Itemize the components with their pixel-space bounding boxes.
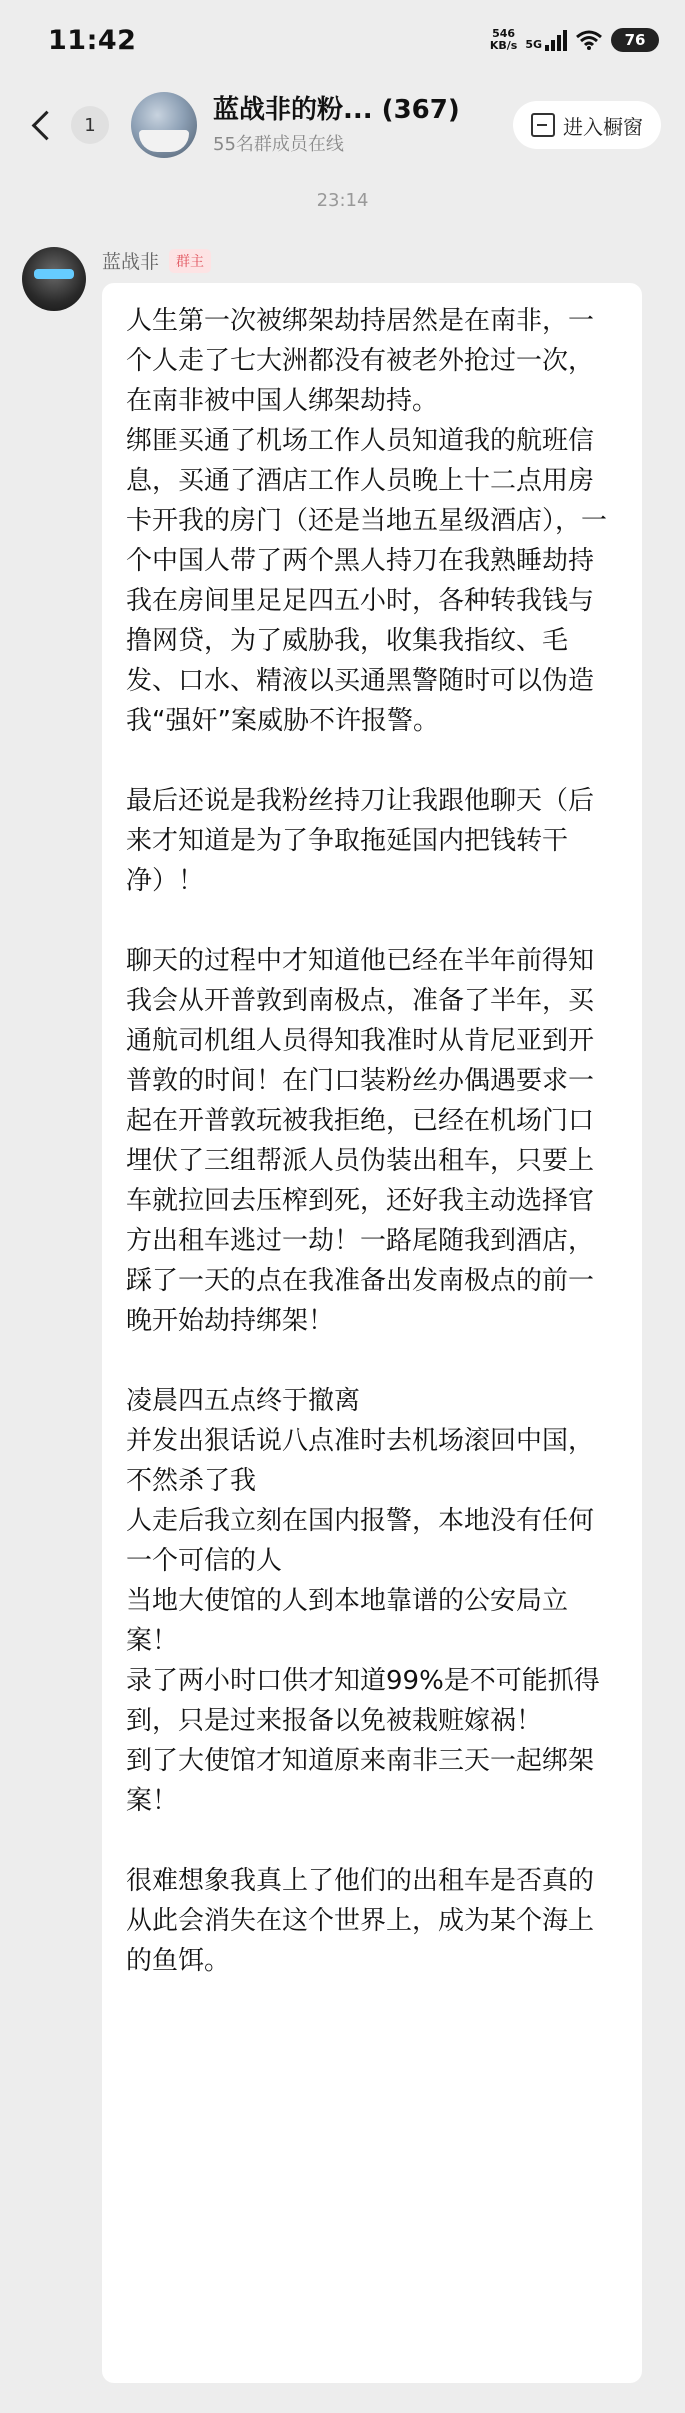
- message-paragraph: 到了大使馆才知道原来南非三天一起绑架案！: [126, 1746, 595, 1816]
- paragraph-gap: [126, 1341, 618, 1381]
- message-paragraph: 很难想象我真上了他们的出租车是否真的从此会消失在这个世界上，成为某个海上的鱼饵。: [126, 1866, 595, 1976]
- message-timestamp: 23:14: [316, 190, 369, 211]
- net-speed: [490, 28, 517, 52]
- status-icons: [490, 28, 659, 52]
- message-paragraph: 人走后我立刻在国内报警，本地没有任何一个可信的人: [126, 1506, 595, 1576]
- net-speed-value: 546: [492, 27, 516, 40]
- message-paragraph: 当地大使馆的人到本地靠谱的公安局立案！: [126, 1586, 569, 1656]
- message-paragraph: 绑匪买通了机场工作人员知道我的航班信息，买通了酒店工作人员晚上十二点用房卡开我的房门（还是当地五星级酒店），一个中国人带了两个黑人持刀在我熟睡劫持我在房间里足足四五小时，各种转我钱与撸网贷，为了威胁我，收集我指纹、毛发、口水、精液以买通黑警随时可以伪造我“强奸”案威胁不许报警。: [126, 426, 608, 736]
- sender-avatar[interactable]: [22, 247, 86, 311]
- message-paragraph: 凌晨四五点终于撤离: [126, 1386, 361, 1416]
- enter-showcase-button[interactable]: [513, 101, 661, 149]
- net-speed-unit: KB/s: [489, 39, 518, 52]
- network-type: 5G: [525, 38, 542, 51]
- paragraph-gap: [126, 741, 618, 781]
- message-paragraph: 人生第一次被绑架劫持居然是在南非，一个人走了七大洲都没有被老外抢过一次，在南非被中国人绑架劫持。: [126, 306, 595, 416]
- message-bubble[interactable]: [102, 283, 642, 2383]
- group-title: 蓝战非的粉... (367): [213, 95, 460, 125]
- sender-info: [102, 247, 211, 274]
- chevron-left-icon: [32, 110, 62, 140]
- paragraph-gap: [126, 901, 618, 941]
- message-paragraph: 聊天的过程中才知道他已经在半年前得知我会从开普敦到南极点，准备了半年，买通航司机组人员得知我准时从肯尼亚到开普敦的时间！在门口装粉丝办偶遇要求一起在开普敦玩被我拒绝，已经在机场门口埋伏了三组帮派人员伪装出租车，只要上车就拉回去压榨到死，还好我主动选择官方出租车逃过一劫！一路尾随我到酒店，踩了一天的点在我准备出发南极点的前一晚开始劫持绑架！: [126, 946, 595, 1336]
- message-paragraph: 并发出狠话说八点准时去机场滚回中国，不然杀了我: [126, 1426, 595, 1496]
- paragraph-gap: [126, 1821, 618, 1861]
- status-bar: [0, 0, 685, 80]
- status-time: 11:42: [48, 24, 137, 56]
- group-info[interactable]: [213, 94, 513, 156]
- back-button[interactable]: [24, 106, 109, 144]
- battery-icon: [611, 28, 659, 52]
- showcase-icon: [531, 113, 555, 137]
- unread-count-badge: 1: [71, 106, 109, 144]
- sender-name: 蓝战非: [102, 251, 160, 273]
- message-paragraph: 最后还说是我粉丝持刀让我跟他聊天（后来才知道是为了争取拖延国内把钱转干净）！: [126, 786, 595, 896]
- showcase-label: 进入橱窗: [563, 114, 643, 139]
- cell-signal-icon: [525, 29, 567, 51]
- wifi-icon: [575, 29, 603, 51]
- battery-level: 76: [624, 31, 646, 49]
- online-count: 55名群成员在线: [213, 134, 344, 155]
- owner-badge: 群主: [169, 249, 211, 273]
- group-avatar[interactable]: [131, 92, 197, 158]
- message-paragraph: 录了两小时口供才知道99%是不可能抓得到，只是过来报备以免被栽赃嫁祸！: [126, 1666, 600, 1736]
- chat-header: [0, 80, 685, 170]
